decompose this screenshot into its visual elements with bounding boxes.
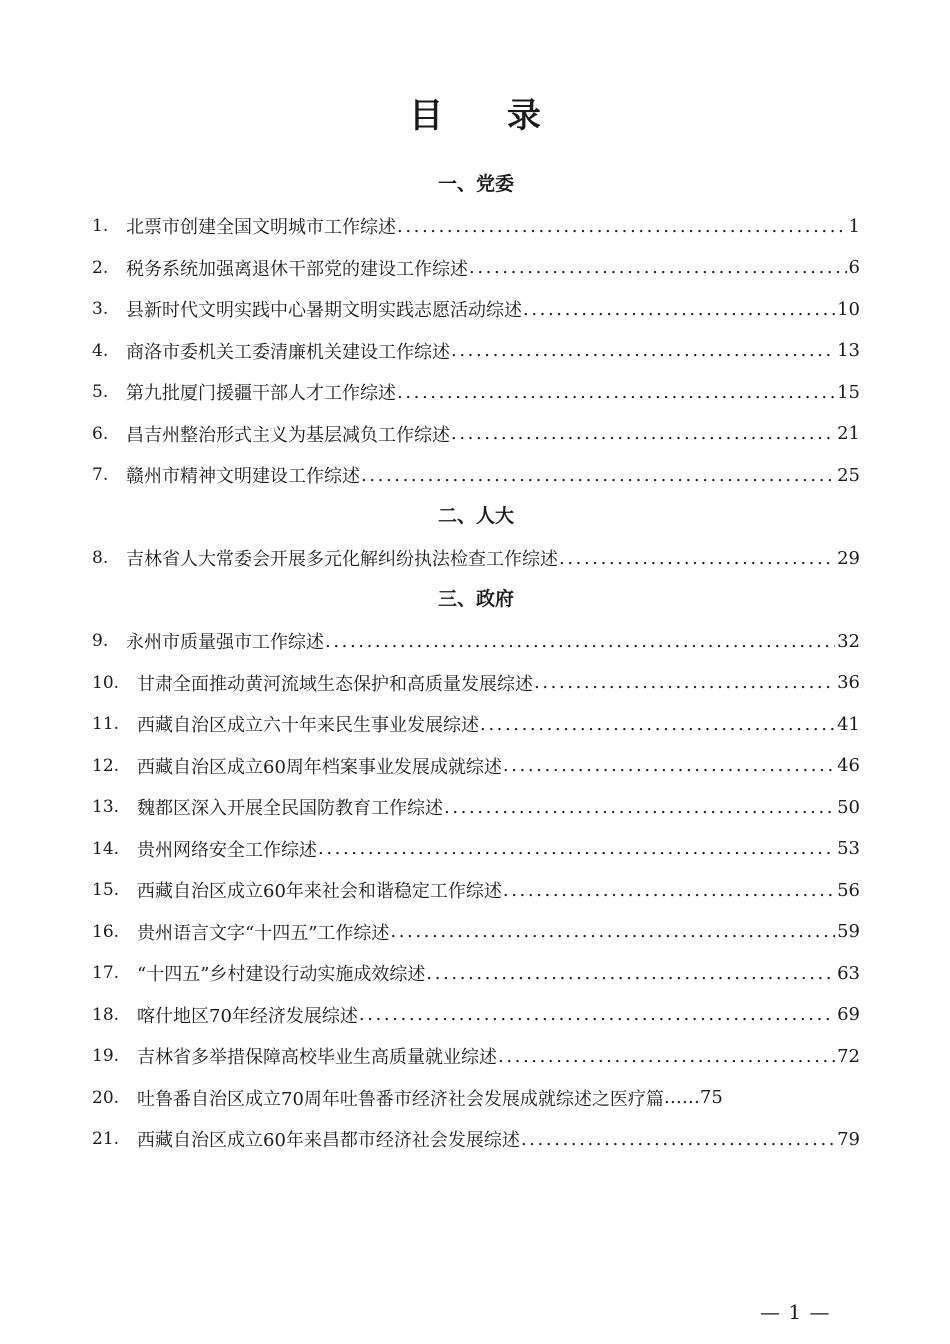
dot-leader (534, 672, 835, 693)
entry-title: 吉林省多举措保障高校毕业生高质量就业综述 (137, 1047, 497, 1069)
entry-number: 14. (92, 838, 120, 859)
dot-leader (426, 963, 835, 984)
entry-number: 9. (92, 631, 109, 652)
entry-number: 5. (92, 382, 109, 403)
entry-title: 甘肃全面推动黄河流域生态保护和高质量发展综述 (137, 673, 533, 695)
entry-number: 13. (92, 797, 120, 818)
entry-page-number: 29 (837, 547, 860, 569)
toc-entry[interactable] (92, 1119, 860, 1161)
toc-entry[interactable] (92, 372, 860, 414)
entry-number: 18. (92, 1004, 120, 1025)
entry-number: 3. (92, 299, 109, 320)
entry-number: 16. (92, 921, 120, 942)
entry-page-number: 69 (837, 1004, 860, 1026)
entry-number: 11. (92, 714, 120, 735)
table-of-contents (92, 164, 860, 1160)
entry-title: 第九批厦门援疆干部人才工作综述 (126, 383, 396, 405)
entry-title: 永州市质量强市工作综述 (126, 632, 324, 654)
page-title: 目 录 (409, 96, 567, 136)
toc-entry[interactable] (92, 206, 860, 248)
entry-number: 19. (92, 1046, 120, 1067)
entry-number: 1. (92, 216, 109, 237)
entry-title: 喀什地区70年经济发展综述 (137, 1005, 358, 1027)
dot-leader (444, 797, 835, 818)
entry-title: 税务系统加强离退休干部党的建设工作综述 (126, 258, 468, 280)
entry-title: 西藏自治区成立60年来社会和谐稳定工作综述 (137, 881, 502, 903)
entry-title: 吐鲁番自治区成立70周年吐鲁番市经济社会发展成就综述之医疗篇 (137, 1088, 664, 1110)
entry-title: 吉林省人大常委会开展多元化解纠纷执法检查工作综述 (126, 549, 558, 571)
entry-page-number: 1 (848, 215, 860, 237)
entry-number: 2. (92, 257, 109, 278)
toc-entry[interactable] (92, 455, 860, 497)
dot-leader (469, 257, 847, 278)
entry-title: 西藏自治区成立六十年来民生事业发展综述 (137, 715, 479, 737)
page-number: — 1 — (760, 1300, 831, 1324)
toc-entry[interactable] (92, 994, 860, 1036)
toc-entry[interactable] (92, 413, 860, 455)
dot-leader (318, 838, 835, 859)
entry-page-number: 25 (837, 464, 860, 486)
dot-leader (390, 921, 835, 942)
section-heading: 二、人大 (437, 505, 514, 527)
dot-leader (359, 1004, 835, 1025)
entry-page-number: 13 (837, 340, 860, 362)
entry-title: 昌吉州整治形式主义为基层减负工作综述 (126, 424, 450, 446)
toc-entry[interactable] (92, 828, 860, 870)
dot-leader (503, 755, 835, 776)
entry-page-number: 21 (837, 423, 860, 445)
entry-page-number: 15 (837, 381, 860, 403)
toc-entry[interactable] (92, 247, 860, 289)
dot-leader (451, 340, 835, 361)
toc-entry[interactable] (92, 787, 860, 829)
entry-page-number: 36 (837, 672, 860, 694)
dot-leader (361, 465, 835, 486)
entry-number: 20. (92, 1087, 120, 1108)
entry-number: 8. (92, 548, 109, 569)
entry-title: 商洛市委机关工委清廉机关建设工作综述 (126, 341, 450, 363)
toc-entry[interactable] (92, 330, 860, 372)
entry-page-number: 46 (837, 755, 860, 777)
section-heading: 一、党委 (437, 173, 514, 195)
entry-title: 魏都区深入开展全民国防教育工作综述 (137, 798, 443, 820)
toc-entry[interactable] (92, 289, 860, 331)
dot-leader (521, 1129, 835, 1150)
entry-title: “十四五”乡村建设行动实施成效综述 (137, 964, 426, 986)
entry-page-number: 56 (837, 879, 860, 901)
entry-page-number: 75 (699, 1087, 723, 1109)
toc-entry[interactable] (92, 538, 860, 580)
dot-leader (498, 1046, 835, 1067)
entry-number: 6. (92, 423, 109, 444)
entry-number: 17. (92, 963, 120, 984)
entry-page-number: 41 (837, 713, 860, 735)
toc-entry[interactable] (92, 870, 860, 912)
toc-entry[interactable] (92, 621, 860, 663)
dot-leader (559, 548, 835, 569)
entry-title: 贵州网络安全工作综述 (137, 839, 317, 861)
entry-number: 10. (92, 672, 120, 693)
dot-leader: …… (663, 1087, 700, 1109)
entry-number: 7. (92, 465, 109, 486)
dot-leader (325, 631, 835, 652)
entry-number: 12. (92, 755, 120, 776)
entry-title: 北票市创建全国文明城市工作综述 (126, 217, 396, 239)
toc-entry[interactable] (92, 662, 860, 704)
entry-number: 4. (92, 340, 109, 361)
entry-page-number: 79 (837, 1128, 860, 1150)
entry-page-number: 50 (837, 796, 860, 818)
entry-page-number: 32 (837, 630, 860, 652)
entry-page-number: 53 (837, 838, 860, 860)
entry-page-number: 59 (837, 921, 860, 943)
dot-leader (397, 216, 847, 237)
entry-page-number: 63 (837, 962, 860, 984)
dot-leader (480, 714, 835, 735)
entry-title: 西藏自治区成立60年来昌都市经济社会发展综述 (137, 1130, 520, 1152)
toc-entry[interactable] (92, 953, 860, 995)
entry-page-number: 10 (837, 298, 860, 320)
entry-page-number: 72 (837, 1045, 860, 1067)
entry-title: 西藏自治区成立60周年档案事业发展成就综述 (137, 756, 502, 778)
section-heading: 三、政府 (437, 588, 514, 610)
entry-title: 赣州市精神文明建设工作综述 (126, 466, 360, 488)
entry-title: 贵州语言文字“十四五”工作综述 (137, 922, 390, 944)
toc-entry[interactable] (92, 745, 860, 787)
entry-number: 21. (92, 1129, 120, 1150)
entry-title: 县新时代文明实践中心暑期文明实践志愿活动综述 (126, 300, 522, 322)
entry-number: 15. (92, 880, 120, 901)
dot-leader (451, 423, 835, 444)
entry-page-number: 6 (848, 257, 860, 279)
dot-leader (523, 299, 835, 320)
toc-entry[interactable] (92, 704, 860, 746)
toc-entry[interactable] (92, 1077, 860, 1119)
dot-leader (503, 880, 835, 901)
toc-entry[interactable] (92, 911, 860, 953)
dot-leader (397, 382, 835, 403)
toc-entry[interactable] (92, 1036, 860, 1078)
